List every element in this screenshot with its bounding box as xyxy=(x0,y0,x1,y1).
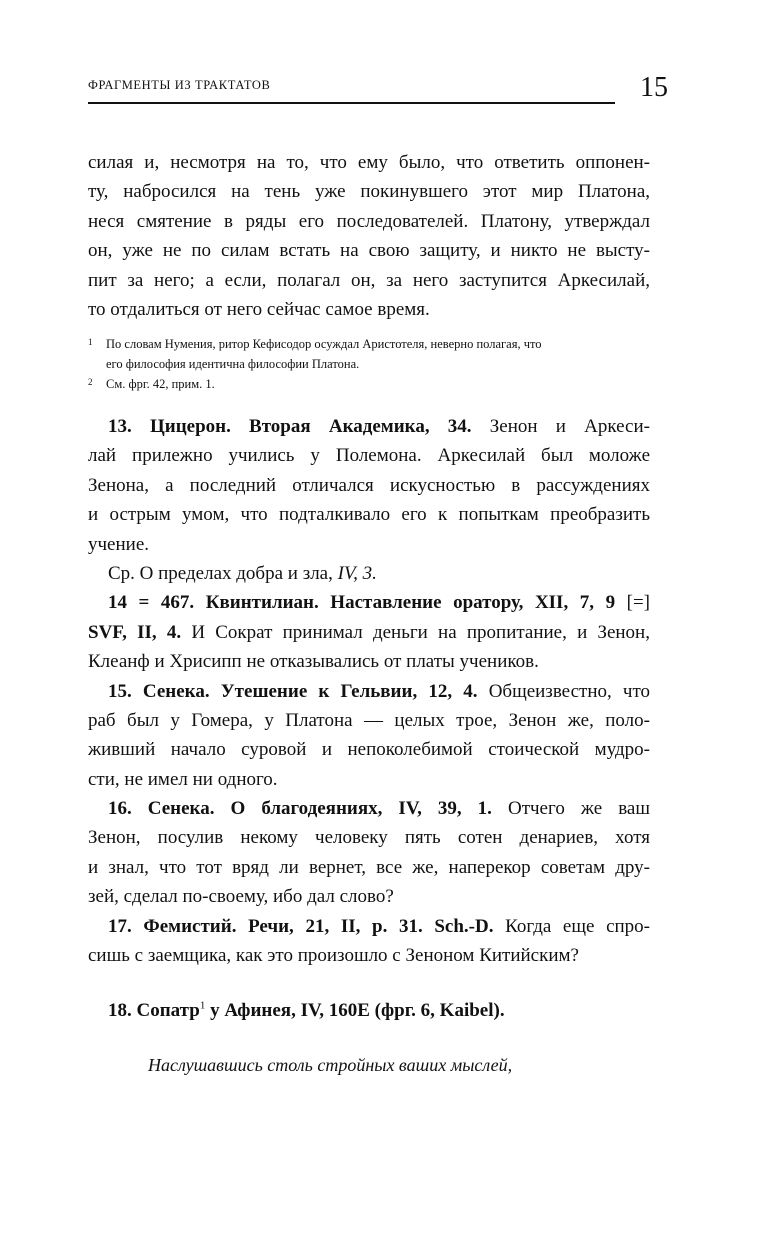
page-header xyxy=(88,74,668,108)
fragment-17-heading: 17. Фемистий. Речи, 21, II, p. 31. Sch.-D. xyxy=(108,915,494,937)
top-paragraph xyxy=(88,148,650,324)
footnote-text: По словам Нумения, ритор Кефисодор осуждал Аристотеля, неверно полагая, что xyxy=(106,337,542,351)
fragment-16-line: Зенон, посулив некому человеку пять сотен денариев, хотя xyxy=(88,827,650,849)
page-number: 15 xyxy=(640,72,668,103)
fragment-13-line: лай прилежно учились у Полемона. Аркесилай был моложе xyxy=(88,445,650,467)
footnote-text: См. фрг. 42, прим. 1. xyxy=(106,377,215,391)
footnotes xyxy=(88,334,648,394)
fragment-14-heading: 14 = 467. Квинтилиан. Наставление оратору, XII, 7, 9 xyxy=(108,592,616,614)
fragment-18-heading xyxy=(88,996,650,1025)
fragment-text: Отчего же ваш xyxy=(491,798,650,820)
footnote-1-continuation: его философия идентична философии Платона. xyxy=(106,357,360,371)
fragment-15-heading: 15. Сенека. Утешение к Гельвии, 12, 4. xyxy=(108,680,478,702)
text-line: ту, набросился на тень уже покинувшего этот мир Платона, xyxy=(88,181,650,203)
fragment-text: Зенон и Аркеси- xyxy=(471,416,650,437)
cross-reference-locus: IV, 3. xyxy=(337,562,377,584)
fragment-13-heading: 13. Цицерон. Вторая Академика, 34. xyxy=(108,416,472,437)
footnote-1 xyxy=(88,334,648,354)
fragment-16-line: и знал, что тот вряд ли вернет, все же, наперекор советам дру- xyxy=(88,856,650,878)
cross-reference-text: Ср. О пределах добра и зла, xyxy=(108,562,338,584)
fragment-14-line: Клеанф и Хрисипп не отказывались от платы учеников. xyxy=(88,651,539,673)
fragment-17-line xyxy=(88,912,650,941)
fragments-13-17 xyxy=(88,412,650,970)
fragment-16-heading: 16. Сенека. О благодеяниях, IV, 39, 1. xyxy=(108,798,492,820)
fragment-15-line xyxy=(88,677,650,706)
fragment-15-line: живший начало суровой и непоколебимой стоической мудро- xyxy=(88,739,650,761)
fragment-13-line: учение. xyxy=(88,533,150,555)
fragment-18-edition: (фрг. 6, Kaibel). xyxy=(369,1000,505,1021)
fragment-16-line xyxy=(88,794,650,823)
footnote-number: 1 xyxy=(88,337,93,347)
cross-reference-13 xyxy=(88,559,650,588)
fragment-13-line: и острым умом, что подталкивало его к попыткам преобразить xyxy=(88,504,650,526)
fragment-17-line: сишь с заемщика, как это произошло с Зеноном Китийским? xyxy=(88,945,579,967)
fragment-13-line: Зенона, а последний отличался искусностью в рассуждениях xyxy=(88,474,650,496)
fragment-14-line xyxy=(88,588,650,617)
fragment-14-line xyxy=(88,618,650,647)
text-line: то отдалиться от него сейчас самое время. xyxy=(88,298,430,320)
fragment-18-source: у Афинея, IV, 160E xyxy=(205,1000,370,1021)
text-line: силая и, несмотря на то, что ему было, что ответить оппонен- xyxy=(88,152,650,173)
fragment-18-title: 18. Сопатр xyxy=(108,1000,200,1021)
footnote-2 xyxy=(88,374,648,394)
fragment-18-heading-block xyxy=(88,996,650,1025)
text-line: он, уже не по силам встать на свою защиту, и никто не высту- xyxy=(88,240,650,262)
footnote-marker: 1 xyxy=(199,999,206,1012)
fragment-13-line xyxy=(88,412,650,441)
fragment-14-svf: SVF, II, 4. xyxy=(88,621,182,643)
fragment-text: Когда еще спро- xyxy=(493,915,650,937)
text-line: пит за него; а если, полагал он, за него заступится Аркесилай, xyxy=(88,269,650,291)
fragment-text: И Сократ принимал деньги на пропитание, и Зенон, xyxy=(181,621,650,643)
fragment-15-line: раб был у Гомера, у Платона — целых трое, Зенон же, поло- xyxy=(88,709,650,731)
fragment-15-line: сти, не имел ни одного. xyxy=(88,768,278,790)
verse-line: Наслушавшись столь стройных ваших мыслей, xyxy=(148,1055,513,1075)
header-rule xyxy=(88,102,615,104)
fragment-text: Общеизвестно, что xyxy=(477,680,651,702)
text-line: неся смятение в ряды его последователей. Платону, утверждал xyxy=(88,210,650,232)
fragment-14-bracket: [=] xyxy=(615,592,651,614)
fragment-16-line: зей, сделал по-своему, ибо дал слово? xyxy=(88,886,394,908)
footnote-number: 2 xyxy=(88,377,93,387)
running-head: ФРАГМЕНТЫ ИЗ ТРАКТАТОВ xyxy=(88,78,271,92)
